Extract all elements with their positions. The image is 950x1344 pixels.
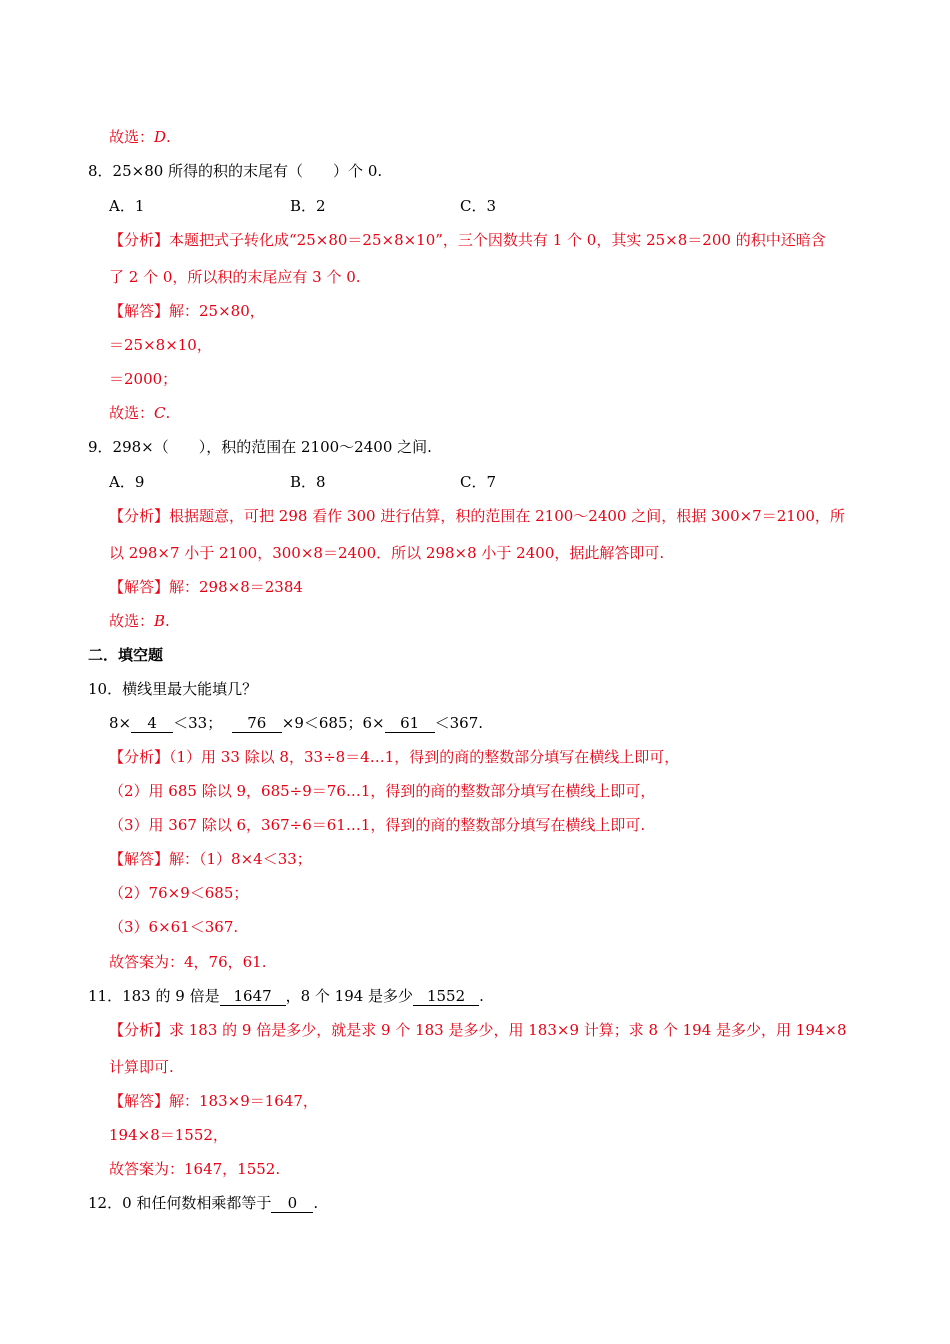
expr-part: ＜33；	[173, 714, 223, 732]
question-part: .	[313, 1194, 319, 1212]
q10-expression	[109, 713, 483, 733]
q10-analysis-line-1: 【分析】（1）用 33 除以 8，33÷8＝4…1，得到的商的整数部分填写在横线上即可，	[109, 748, 680, 766]
q9-option-a: A．9	[109, 473, 145, 491]
choice-suffix: .	[165, 404, 171, 422]
q10-solution-line-2: （2）76×9＜685；	[109, 884, 249, 902]
choice-prefix: 故选：	[109, 128, 155, 146]
q10-analysis-line-3: （3）用 367 除以 6，367÷6＝61…1，得到的商的整数部分填写在横线上即可.	[109, 816, 646, 834]
choice-answer: C	[154, 404, 166, 422]
answer-blank: 1552	[413, 987, 479, 1006]
q11-solution-line-2: 194×8＝1552，	[109, 1126, 228, 1144]
choice-prefix: 故选：	[109, 612, 155, 630]
q11-analysis-line-2: 计算即可.	[109, 1058, 174, 1076]
q8-text: 8．25×80 所得的积的末尾有（ ）个 0.	[88, 162, 383, 180]
choice-answer: D	[154, 128, 167, 146]
q10-text: 10．横线里最大能填几？	[88, 680, 258, 698]
q11-analysis-line-1: 【分析】求 183 的 9 倍是多少，就是求 9 个 183 是多少，用 183×9 计算；求 8 个 194 是多少，用 194×8	[109, 1021, 847, 1039]
q8-option-b: B．2	[290, 197, 326, 215]
q8-choice-line	[109, 403, 170, 423]
section-title-fill-in: 二．填空题	[88, 646, 164, 664]
expr-part: ＜367.	[434, 714, 484, 732]
expr-part: 8×	[109, 714, 132, 732]
q10-solution-line-3: （3）6×61＜367.	[109, 918, 239, 936]
choice-suffix: .	[166, 128, 171, 146]
q8-analysis-line-1: 【分析】本题把式子转化成“25×80＝25×8×10”，三个因数共有 1 个 0，其实 25×8＝200 的积中还暗含	[109, 231, 826, 249]
choice-suffix: .	[165, 612, 170, 630]
q8-option-a: A．1	[109, 197, 145, 215]
prev-choice-line	[109, 127, 171, 147]
q9-analysis-line-2: 以 298×7 小于 2100，300×8＝2400．所以 298×8 小于 2400，据此解答即可.	[109, 544, 665, 562]
q9-analysis-line-1: 【分析】根据题意，可把 298 看作 300 进行估算，积的范围在 2100～2400 之间，根据 300×7＝2100，所	[109, 507, 845, 525]
choice-prefix: 故选：	[109, 404, 155, 422]
q8-solution-line-2: ＝25×8×10，	[109, 336, 212, 354]
q12-text	[88, 1193, 318, 1213]
question-part: 11．183 的 9 倍是	[88, 987, 220, 1005]
q9-solution-line-1: 【解答】解：298×8＝2384	[109, 578, 303, 596]
q11-solution-line-1: 【解答】解：183×9＝1647，	[109, 1092, 318, 1110]
answer-blank: 0	[271, 1194, 313, 1213]
q11-text	[88, 986, 484, 1006]
q10-solution-line-1: 【解答】解：（1）8×4＜33；	[109, 850, 312, 868]
q8-option-c: C．3	[460, 197, 497, 215]
q9-choice-line	[109, 611, 170, 631]
question-part: .	[479, 987, 484, 1005]
question-part: 12．0 和任何数相乘都等于	[88, 1194, 272, 1212]
q9-option-c: C．7	[460, 473, 497, 491]
answer-blank: 4	[131, 714, 173, 733]
q9-option-b: B．8	[290, 473, 326, 491]
q9-text: 9．298×（ ），积的范围在 2100～2400 之间.	[88, 438, 432, 456]
q10-answer-line: 故答案为：4，76，61.	[109, 953, 267, 971]
q11-answer-line: 故答案为：1647，1552.	[109, 1160, 281, 1178]
q10-analysis-line-2: （2）用 685 除以 9，685÷9＝76…1，得到的商的整数部分填写在横线上即可，	[109, 782, 656, 800]
answer-blank: 61	[385, 714, 435, 733]
q8-solution-line-3: ＝2000；	[109, 370, 178, 388]
answer-blank: 1647	[220, 987, 286, 1006]
choice-answer: B	[154, 612, 166, 630]
answer-blank: 76	[232, 714, 282, 733]
question-part: ，8 个 194 是多少	[285, 987, 414, 1005]
q8-solution-line-1: 【解答】解：25×80，	[109, 302, 265, 320]
q8-analysis-line-2: 了 2 个 0，所以积的末尾应有 3 个 0.	[109, 268, 361, 286]
expr-part: ×9＜685；6×	[281, 714, 385, 732]
